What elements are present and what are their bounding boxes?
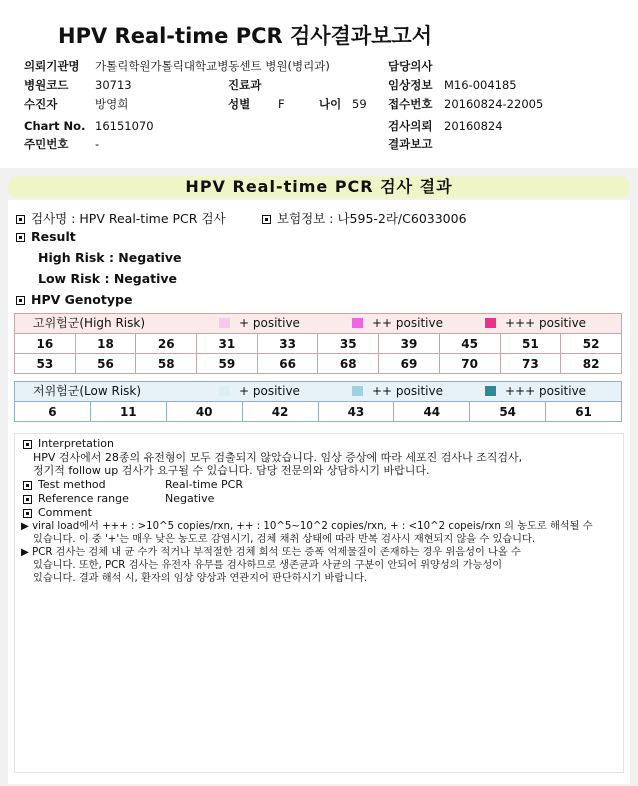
genotype-heading: HPV Genotype: [16, 292, 132, 307]
legend-plus3: +++ positive: [505, 384, 587, 398]
interpretation-line: 정기적 follow up 검사가 요구될 수 있습니다. 담당 전문의와 상담하시기 바랍니다.: [33, 464, 430, 477]
legend-plus3: +++ positive: [505, 316, 587, 330]
receipt-no-label: 접수번호: [388, 97, 433, 111]
genotype-cell: 18: [75, 334, 136, 354]
genotype-cell: 59: [197, 354, 258, 374]
receipt-no-value: 20160824-22005: [444, 97, 544, 111]
legend-plus: + positive: [239, 384, 300, 398]
high-risk-label: 고위험군(High Risk): [33, 316, 145, 330]
plus2-swatch-icon: [352, 318, 363, 328]
low-risk-table: [14, 401, 622, 422]
test-method-label: Test method: [23, 478, 106, 491]
reference-value: Negative: [165, 492, 215, 505]
section-banner: [8, 176, 630, 198]
bullet-square-icon: [262, 215, 271, 224]
genotype-cell: 66: [257, 354, 318, 374]
comment-line: ▶ viral load에서 +++ : >10^5 copies/rxn, ++ : 10^5~10^2 copies/rxn, + : <10^2 copeis/rxn 의 농도로 해석될 수: [21, 521, 593, 532]
comment-heading: Comment: [23, 506, 92, 519]
genotype-cell: 51: [500, 334, 561, 354]
result-heading: Result: [16, 229, 76, 244]
result-report-label: 결과보고: [388, 137, 433, 151]
genotype-cell: 42: [242, 402, 318, 422]
genotype-cell: 16: [15, 334, 76, 354]
genotype-cell: 56: [75, 354, 136, 374]
bullet-square-icon: [16, 296, 25, 305]
genotype-cell: 68: [318, 354, 379, 374]
genotype-cell: 44: [394, 402, 470, 422]
bullet-square-icon: [23, 481, 32, 490]
genotype-cell: 53: [15, 354, 76, 374]
plus3-swatch-icon: [485, 386, 496, 396]
test-request-value: 20160824: [444, 119, 503, 133]
genotype-cell: 11: [90, 402, 166, 422]
genotype-cell: 39: [379, 334, 440, 354]
comment-line: ▶ PCR 검사는 검체 내 균 수가 적거나 부적절한 검체 희석 또는 증폭 억제물질이 존재하는 경우 위음성이 나올 수: [21, 547, 521, 558]
test-name-line: 검사명 : HPV Real-time PCR 검사: [16, 209, 226, 227]
sex-value: F: [278, 97, 285, 111]
hospital-code-value: 30713: [95, 78, 132, 92]
genotype-cell: 6: [15, 402, 91, 422]
bullet-square-icon: [23, 509, 32, 518]
section-title: HPV Real-time PCR 검사 결과: [185, 177, 453, 196]
table-row: [15, 354, 622, 374]
legend-plus2: ++ positive: [372, 384, 443, 398]
genotype-cell: 35: [318, 334, 379, 354]
plus3-swatch-icon: [485, 318, 496, 328]
low-risk-header: [14, 381, 622, 402]
test-request-label: 검사의뢰: [388, 119, 433, 133]
plus-swatch-icon: [219, 386, 230, 396]
plus2-swatch-icon: [352, 386, 363, 396]
patient-value: 방영희: [95, 97, 129, 111]
comment-line: 있습니다. 또한, PCR 검사는 유전자 유무를 검사하므로 생존균과 사균의 구분이 안되어 위양성의 가능성이: [33, 560, 503, 571]
test-method-value: Real-time PCR: [165, 478, 243, 491]
clinical-info-value: M16-004185: [444, 78, 517, 92]
age-label: 나이: [319, 97, 342, 111]
reference-label: Reference range: [23, 492, 129, 505]
genotype-cell: 31: [197, 334, 258, 354]
genotype-cell: 43: [318, 402, 394, 422]
bullet-square-icon: [23, 495, 32, 504]
doctor-label: 담당의사: [388, 59, 433, 73]
high-risk-result: High Risk : Negative: [38, 250, 182, 265]
genotype-cell: 73: [500, 354, 561, 374]
sex-label: 성별: [228, 97, 251, 111]
request-org-value: 가톨릭학원가톨릭대학교병동센트 병원(병리과): [95, 59, 330, 73]
comment-box: [14, 433, 624, 773]
report-title: HPV Real-time PCR 검사결과보고서: [58, 24, 432, 48]
genotype-cell: 58: [136, 354, 197, 374]
genotype-cell: 26: [136, 334, 197, 354]
interpretation-heading: Interpretation: [23, 437, 114, 450]
age-value: 59: [352, 97, 367, 111]
chart-label: Chart No.: [24, 119, 86, 133]
comment-line: 있습니다. 결과 해석 시, 환자의 임상 양상과 연관지어 판단하시기 바랍니다.: [33, 573, 368, 584]
request-org: 의뢰기관명: [24, 59, 80, 73]
genotype-cell: 40: [166, 402, 242, 422]
clinical-info-label: 임상정보: [388, 78, 433, 92]
hospital-code-label: 병원코드: [24, 78, 69, 92]
high-risk-header: [14, 313, 622, 334]
genotype-cell: 70: [439, 354, 500, 374]
resident-label: 주민번호: [24, 137, 69, 151]
genotype-cell: 45: [439, 334, 500, 354]
dept-label: 진료과: [228, 78, 262, 92]
genotype-cell: 54: [470, 402, 546, 422]
chart-value: 16151070: [95, 119, 154, 133]
bullet-square-icon: [23, 440, 32, 449]
resident-value: -: [95, 137, 100, 151]
legend-plus2: ++ positive: [372, 316, 443, 330]
legend-plus: + positive: [239, 316, 300, 330]
genotype-cell: 52: [561, 334, 622, 354]
result-panel: [8, 200, 630, 784]
report-header: [0, 0, 638, 168]
comment-line: 있습니다. 이 중 '+'는 매우 낮은 농도로 감염시기, 검체 채취 상태에 따라 반복 검사시 재현되지 않을 수 있습니다.: [33, 534, 536, 545]
genotype-cell: 82: [561, 354, 622, 374]
table-row: [15, 334, 622, 354]
insurance-line: 보험정보 : 나595-2라/C6033006: [262, 209, 467, 227]
high-risk-table: [14, 333, 622, 374]
bullet-square-icon: [16, 233, 25, 242]
low-risk-label: 저위험군(Low Risk): [33, 384, 142, 398]
plus-swatch-icon: [219, 318, 230, 328]
patient-label: 수진자: [24, 97, 58, 111]
low-risk-result: Low Risk : Negative: [38, 271, 178, 286]
bullet-square-icon: [16, 215, 25, 224]
genotype-cell: 69: [379, 354, 440, 374]
interpretation-line: HPV 검사에서 28종의 유전형이 모두 검출되지 않았습니다. 임상 증상에 따라 세포진 검사나 조직검사,: [33, 451, 523, 464]
table-row: [15, 402, 622, 422]
genotype-cell: 33: [257, 334, 318, 354]
genotype-cell: 61: [546, 402, 622, 422]
